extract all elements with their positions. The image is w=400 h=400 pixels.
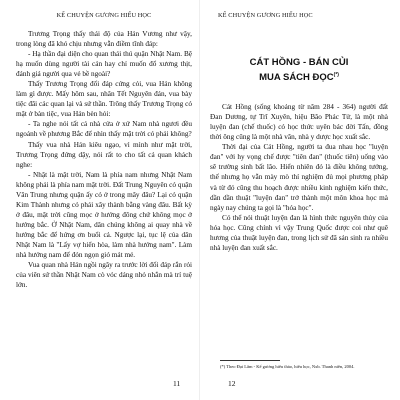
footnote-marker: (*) [333,72,339,78]
footnote-rule [220,360,280,361]
running-head: KỂ CHUYỆN GƯƠNG HIẾU HỌC [56,12,152,19]
paragraph: Có thể nói thuật luyện đan là hình thức nguyên thủy của hóa học. Cũng chính vì vậy Trung Quốc được coi như quê hương của thuật luyện đan, trong lịch sử đã sản sinh ra nhiều nhà luyện đan xuất sắc. [210,213,388,252]
chapter-title [210,57,388,84]
page-number: 12 [228,379,236,388]
paragraph: - Hạ thần đại diện cho quan thái thú quận Nhật Nam. Bệ hạ muốn dùng người tài cán hay chỉ muốn đổ xương thịt, đánh giá người qua vẻ bề ngoài? [16,50,192,79]
spacer [210,84,388,102]
chapter-title-text: MUA SÁCH ĐỌC [259,72,334,84]
footnote: (*) Theo Đại Lâm - Kể gương hiếu thảo, hiếu học, Nxb. Thanh niên, 2004. [220,364,355,369]
paragraph: Thời đại của Cát Hồng, người ta đua nhau học "luyện đan" với hy vọng chế được "tiên đan" (thuốc tiên) uống vào sẽ trường sinh bất lão. Hiển nhiên đó là điều không tưởng, thế nhưng họ vẫn mày mò thí nghiệm đủ mọi phương pháp và từ đó cũng thu hoạch được nhiều kinh nghiệm kiến thức, dần dần thuật "luyện đan" trở thành một môn khoa học mà ngày nay chúng ta gọi là "hóa học". [210,143,388,212]
paragraph: Cát Hồng (sống khoảng từ năm 284 - 364) người đất Đan Dương, tự Trĩ Xuyên, hiệu Bão Phác Tử, là một nhà luyện đan (chế thuốc) có học thức uyên bác đời Tấn, đồng thời ông cũng là một nhà văn, nhà y dược học xuất sắc. [210,103,388,142]
paragraph: - Ta nghe nói tất cả nhà cửa ở xứ Nam nhà ngươi đều ngoảnh về phương Bắc để nhìn thấy mặt trời có phải không? [16,120,192,139]
paragraph: Vua quan nhà Hán ngồi ngây ra trước lời đối đáp rắn rỏi của viên sứ thần Nhật Nam cò vóc dáng nhỏ nhắn mà trí tuệ lớn. [16,261,192,290]
chapter-title-line: CÁT HỒNG - BÁN CỦI [249,57,349,68]
right-page [200,0,400,400]
paragraph: Thấy Trương Trọng đối đáp cứng cỏi, vua Hán không làm gì được. Mấy hôm sau, nhân Tết Nguyên đán, vua bày tiệc đãi các quan lại và sứ thần. Trông thấy Trương Trọng có mặt ở bàn tiệc, vua Hán bèn hỏi: [16,80,192,119]
body-text [210,102,388,253]
paragraph: Thấy vua nhà Hán kiêu ngạo, vì mình như mặt trời, Trương Trọng đứng dậy, nói rất to cho tất cả quan khách nghe: [16,140,192,169]
page-number: 11 [173,379,181,388]
paragraph: - Nhật là mặt trời, Nam là phía nam nhưng Nhật Nam không phải là phía nam mặt trời. Đất Trung Nguyên có quận Vân Trung nhưng quận ấy có ở trong mây đâu? Lại có quận Kim Thành nhưng có phải xây thành bằng vàng đâu. Bất kỳ ở đâu, mặt trời cũng mọc ở hướng đông chứ không mọc ở hướng bắc. Ở Nhật Nam, dân chúng không ai quay nhà về hướng bắc để hứng ơn buổi cả. Ngược lại, tục lệ của dân Nhật Nam là "Lấy vợ hiển hòa, làm nhà hướng nam". Làm nhà hướng nam để đón ngọn gió mát mẻ. [16,170,192,260]
paragraph: Trương Trọng thấy thái độ của Hán Vương như vậy, trong lòng đã khó chịu nhưng vẫn điềm tĩnh đáp: [16,30,192,49]
chapter-title-line [210,69,388,84]
body-text [16,29,192,290]
running-head: KỂ CHUYỆN GƯƠNG HIẾU HỌC [218,12,313,19]
